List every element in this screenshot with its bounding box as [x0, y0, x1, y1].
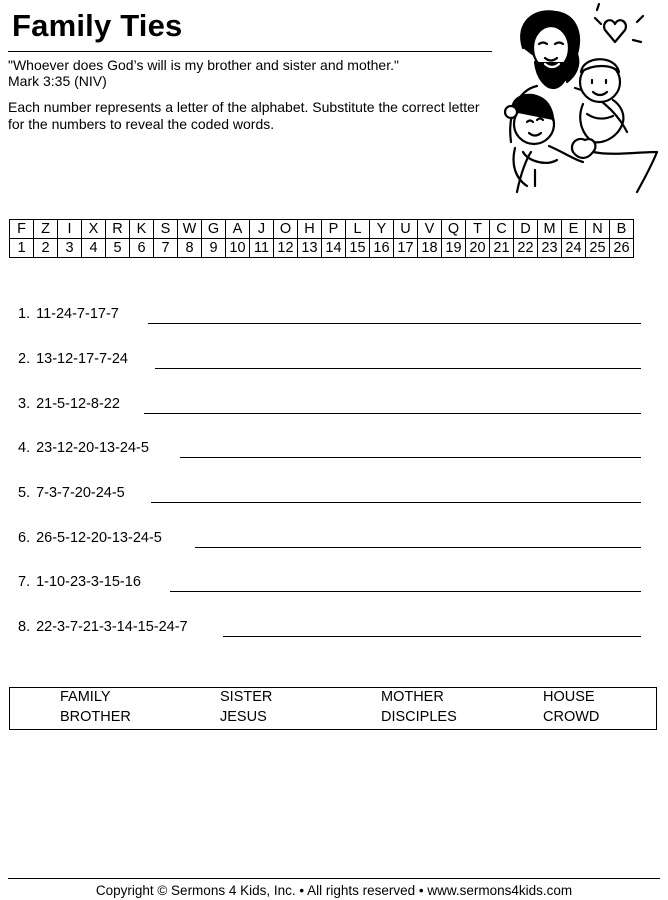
puzzle-code: 7-3-7-20-24-5 — [36, 485, 125, 501]
cipher-letters-row — [10, 220, 634, 239]
cipher-letter: W — [178, 220, 202, 239]
cipher-letter: K — [130, 220, 154, 239]
puzzle-number: 5. — [18, 485, 31, 501]
instructions: Each number represents a letter of the alphabet. Substitute the correct letter for the numbers to reveal the coded words. — [8, 99, 480, 132]
verse-quote: "Whoever does God’s will is my brother and sister and mother." — [8, 57, 399, 73]
puzzle-item — [18, 528, 641, 548]
cipher-number: 12 — [274, 239, 298, 258]
cipher-number: 8 — [178, 239, 202, 258]
cipher-number: 14 — [322, 239, 346, 258]
word-bank-word: MOTHER — [381, 689, 444, 705]
bible-verse — [8, 57, 399, 89]
puzzle-number: 6. — [18, 530, 31, 546]
puzzle-code: 13-12-17-7-24 — [36, 351, 128, 367]
word-bank-word: FAMILY — [60, 689, 111, 705]
cipher-number: 18 — [418, 239, 442, 258]
answer-line[interactable] — [144, 413, 641, 414]
cipher-number: 6 — [130, 239, 154, 258]
puzzle-code: 26-5-12-20-13-24-5 — [36, 530, 162, 546]
cipher-letter: V — [418, 220, 442, 239]
word-bank-word: HOUSE — [543, 689, 595, 705]
puzzle-number: 1. — [18, 306, 31, 322]
answer-line[interactable] — [170, 591, 641, 592]
answer-line[interactable] — [151, 502, 641, 503]
cipher-number: 19 — [442, 239, 466, 258]
footer-divider — [8, 878, 660, 879]
cipher-number: 4 — [82, 239, 106, 258]
puzzle-item — [18, 438, 641, 458]
cipher-letter: R — [106, 220, 130, 239]
cipher-number: 23 — [538, 239, 562, 258]
cipher-letter: J — [250, 220, 274, 239]
word-bank-word: DISCIPLES — [381, 709, 457, 725]
cipher-letter: M — [538, 220, 562, 239]
footer-copyright: Copyright © Sermons 4 Kids, Inc. • All rights reserved • www.sermons4kids.com — [95, 883, 573, 898]
answer-line[interactable] — [195, 547, 641, 548]
answer-line[interactable] — [155, 368, 641, 369]
cipher-letter: F — [10, 220, 34, 239]
cipher-letter: Q — [442, 220, 466, 239]
cipher-letter: D — [514, 220, 538, 239]
puzzle-code: 22-3-7-21-3-14-15-24-7 — [36, 619, 188, 635]
title-divider — [8, 51, 492, 52]
cipher-number: 25 — [586, 239, 610, 258]
puzzle-number: 8. — [18, 619, 31, 635]
cipher-letter: H — [298, 220, 322, 239]
cipher-number: 16 — [370, 239, 394, 258]
cipher-number: 26 — [610, 239, 634, 258]
puzzle-number: 3. — [18, 396, 31, 412]
cipher-letter: O — [274, 220, 298, 239]
cipher-letter: T — [466, 220, 490, 239]
cipher-number: 21 — [490, 239, 514, 258]
word-bank-word: JESUS — [220, 709, 267, 725]
family-clipart-illustration — [497, 2, 663, 202]
word-bank-word: CROWD — [543, 709, 600, 725]
cipher-letter: U — [394, 220, 418, 239]
cipher-number: 9 — [202, 239, 226, 258]
cipher-letter: Z — [34, 220, 58, 239]
cipher-letter: A — [226, 220, 250, 239]
cipher-letter: C — [490, 220, 514, 239]
puzzle-code: 21-5-12-8-22 — [36, 396, 120, 412]
cipher-key-table — [9, 219, 634, 258]
answer-line[interactable] — [148, 323, 641, 324]
word-bank-word: BROTHER — [60, 709, 131, 725]
cipher-number: 11 — [250, 239, 274, 258]
answer-line[interactable] — [223, 636, 641, 637]
cipher-number: 24 — [562, 239, 586, 258]
cipher-number: 17 — [394, 239, 418, 258]
puzzle-item — [18, 617, 641, 637]
word-bank-word: SISTER — [220, 689, 273, 705]
cipher-number: 5 — [106, 239, 130, 258]
cipher-number: 2 — [34, 239, 58, 258]
puzzle-item — [18, 394, 641, 414]
cipher-letter: S — [154, 220, 178, 239]
puzzle-code: 11-24-7-17-7 — [36, 306, 119, 322]
cipher-letter: E — [562, 220, 586, 239]
cipher-number: 13 — [298, 239, 322, 258]
puzzle-item — [18, 572, 641, 592]
puzzle-item — [18, 349, 641, 369]
cipher-letter: X — [82, 220, 106, 239]
verse-reference: Mark 3:35 (NIV) — [8, 73, 107, 89]
cipher-number: 10 — [226, 239, 250, 258]
cipher-number: 20 — [466, 239, 490, 258]
puzzle-number: 7. — [18, 574, 31, 590]
cipher-letter: G — [202, 220, 226, 239]
cipher-number: 3 — [58, 239, 82, 258]
cipher-number: 1 — [10, 239, 34, 258]
cipher-letter: N — [586, 220, 610, 239]
word-bank — [9, 687, 657, 730]
cipher-letter: P — [322, 220, 346, 239]
cipher-number: 15 — [346, 239, 370, 258]
puzzle-item — [18, 304, 641, 324]
cipher-letter: L — [346, 220, 370, 239]
cipher-number: 22 — [514, 239, 538, 258]
puzzle-item — [18, 483, 641, 503]
cipher-number: 7 — [154, 239, 178, 258]
cipher-letter: B — [610, 220, 634, 239]
cipher-letter: Y — [370, 220, 394, 239]
puzzle-code: 23-12-20-13-24-5 — [36, 440, 149, 456]
puzzle-code: 1-10-23-3-15-16 — [36, 574, 141, 590]
answer-line[interactable] — [180, 457, 641, 458]
cipher-numbers-row — [10, 239, 634, 258]
puzzle-number: 4. — [18, 440, 31, 456]
cipher-letter: I — [58, 220, 82, 239]
page-title: Family Ties — [12, 8, 183, 43]
puzzle-number: 2. — [18, 351, 31, 367]
